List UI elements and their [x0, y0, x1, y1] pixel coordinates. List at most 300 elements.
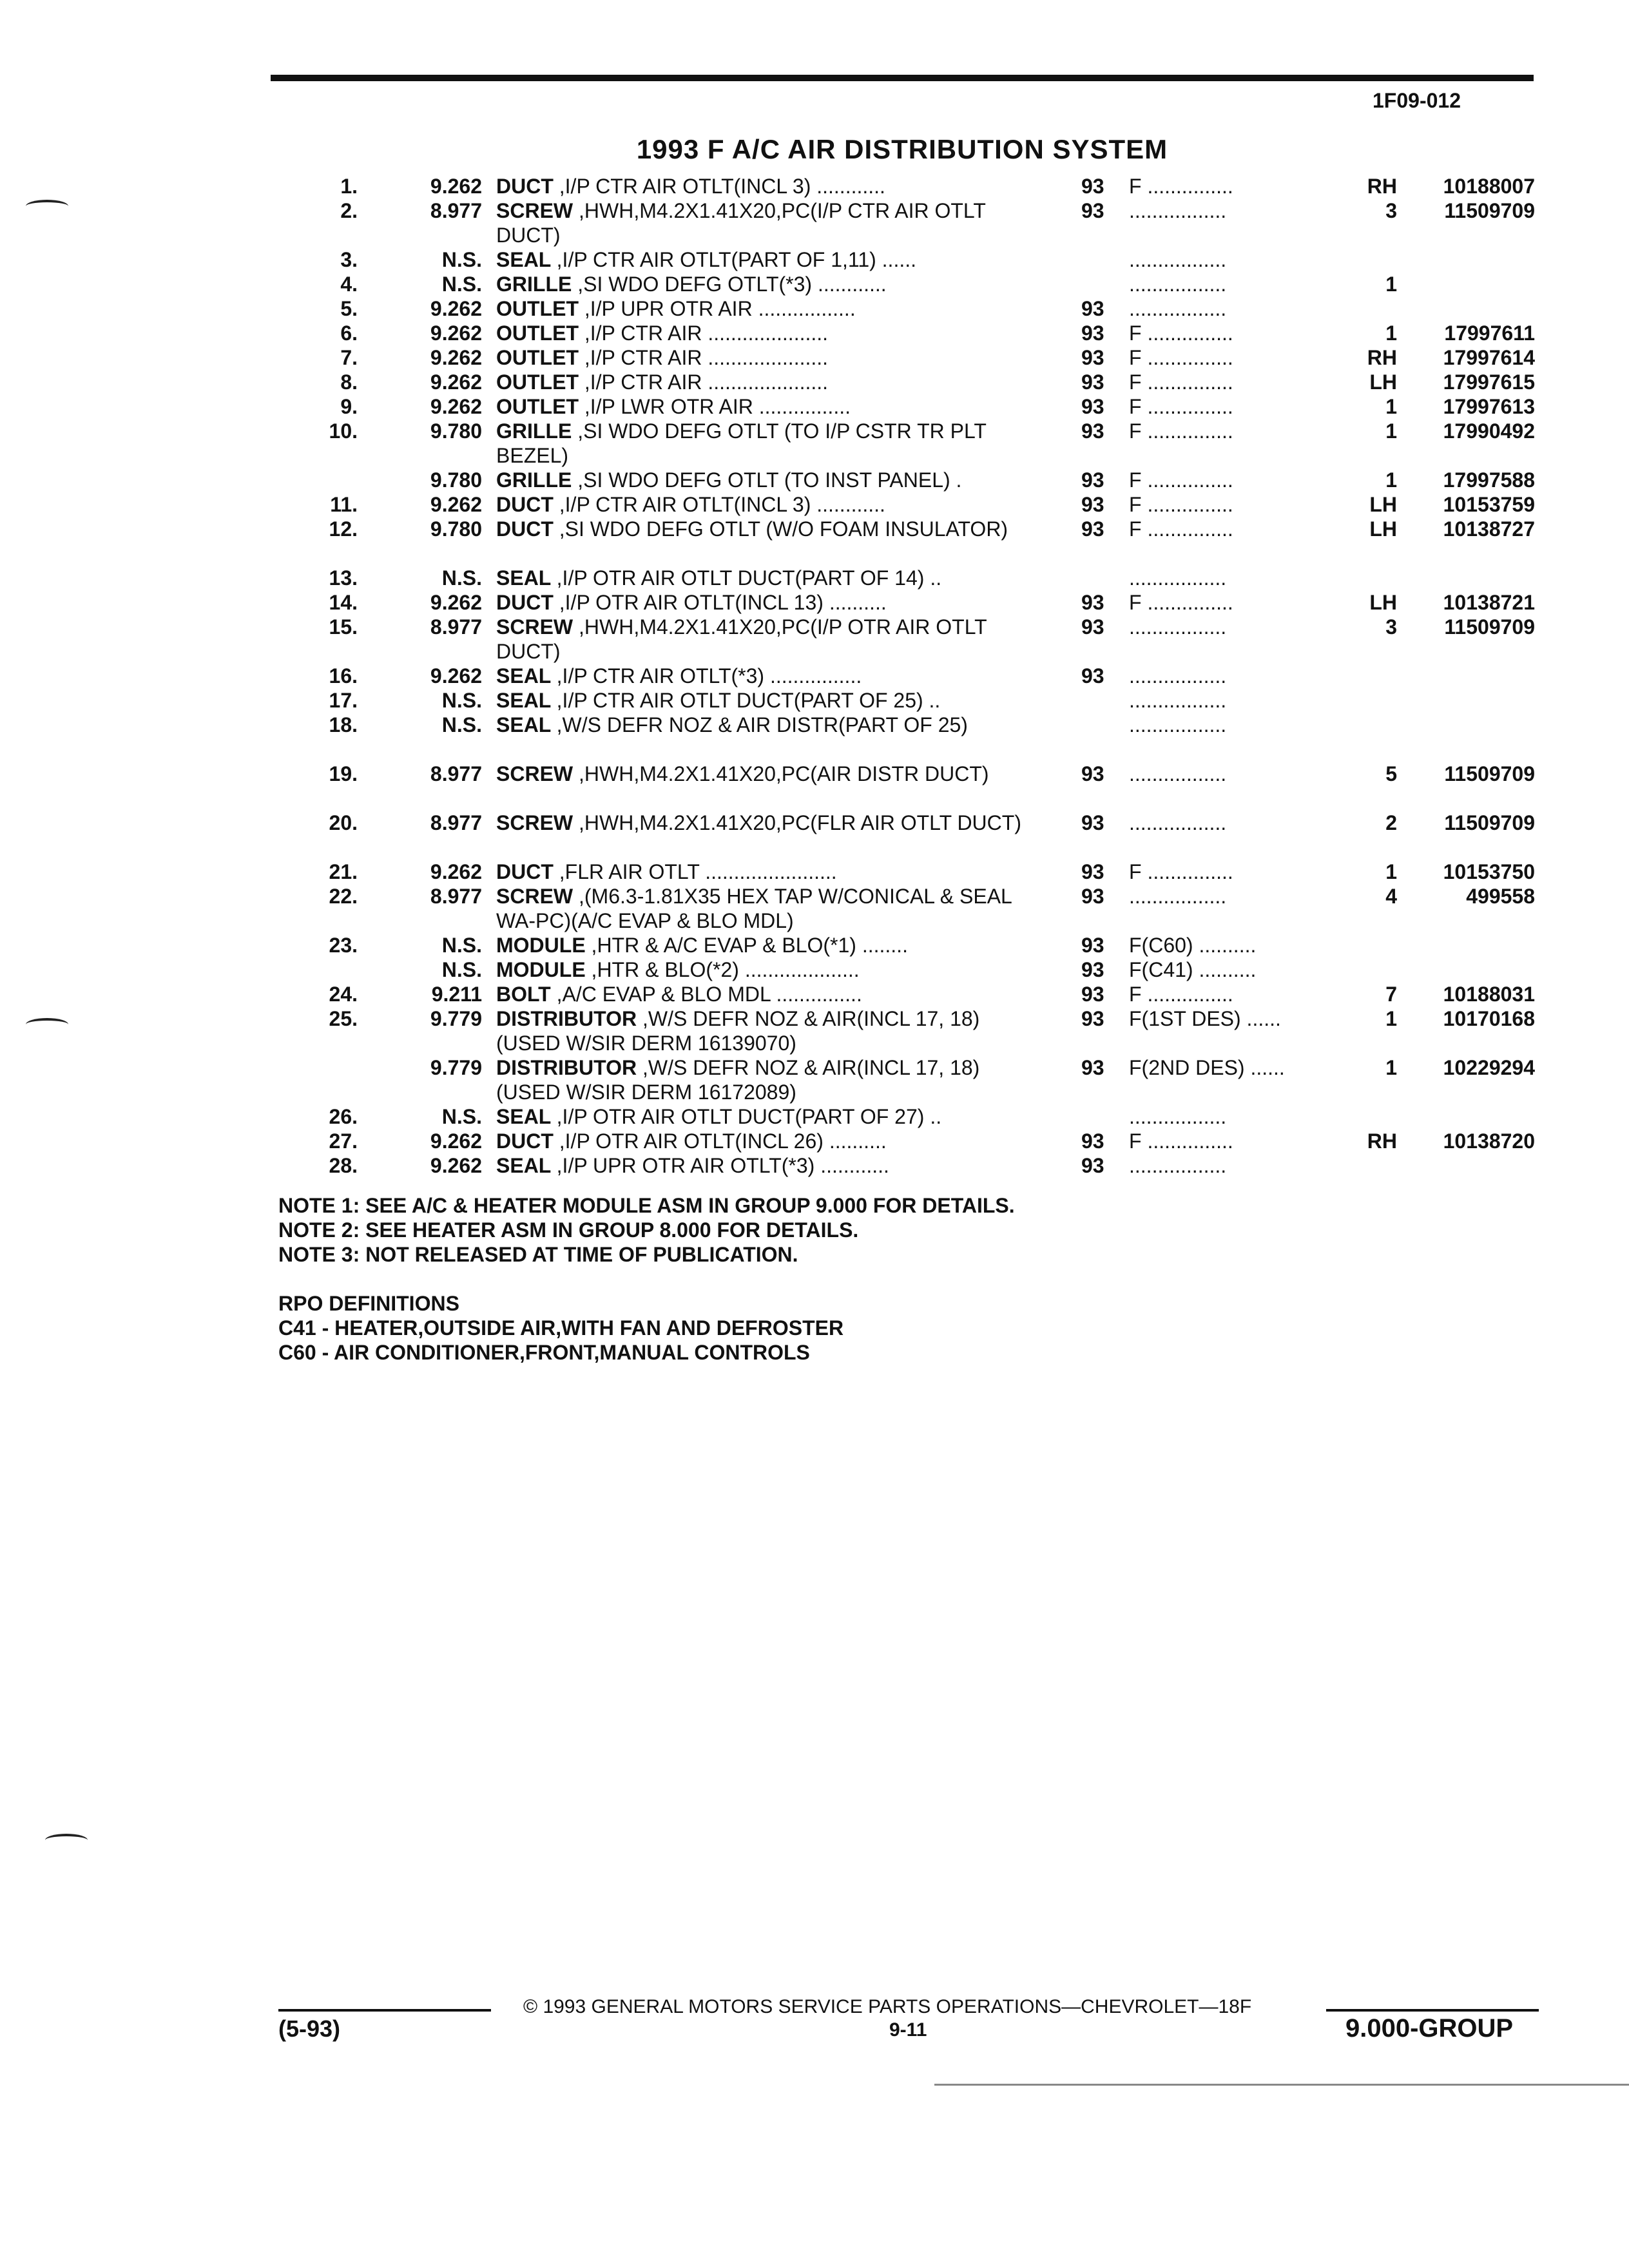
part-detail: ,W/S DEFR NOZ & AIR(INCL 17, 18) (USED W/SIR DERM 16172089) [496, 1056, 980, 1104]
table-row [0, 688, 1629, 713]
page-title: 1993 F A/C AIR DISTRIBUTION SYSTEM [636, 134, 1168, 164]
part-description [496, 957, 1044, 982]
group-number: 9.780 [430, 517, 482, 541]
part-detail: ,I/P CTR AIR OTLT(INCL 3) ............ [559, 493, 885, 516]
group-number: N.S. [441, 713, 482, 736]
item-number: 27. [329, 1129, 358, 1153]
quantity: LH [1369, 591, 1397, 614]
series: ................. [1129, 664, 1227, 687]
model-year: 93 [1081, 199, 1104, 222]
item-number: 16. [329, 664, 358, 687]
part-name: SCREW [496, 199, 574, 222]
part-description [496, 198, 1044, 247]
table-row [0, 296, 1629, 321]
quantity: 1 [1385, 419, 1397, 443]
note-line: NOTE 1: SEE A/C & HEATER MODULE ASM IN GROUP 9.000 FOR DETAILS. [278, 1194, 1015, 1217]
model-year: 93 [1081, 517, 1104, 541]
part-description [496, 1129, 1044, 1153]
part-name: SCREW [496, 885, 574, 908]
part-detail: ,I/P UPR OTR AIR OTLT(*3) ............ [556, 1154, 889, 1177]
quantity: 4 [1385, 885, 1397, 908]
quantity: 1 [1385, 395, 1397, 418]
item-number: 17. [329, 689, 358, 712]
quantity: 3 [1385, 615, 1397, 639]
group-number: 9.262 [430, 175, 482, 198]
table-row [0, 174, 1629, 198]
part-name: SEAL [496, 1105, 551, 1128]
part-name: DUCT [496, 175, 554, 198]
group-number: 9.779 [430, 1007, 482, 1030]
table-row [0, 345, 1629, 370]
model-year: 93 [1081, 468, 1104, 492]
part-number: 10188031 [1443, 983, 1535, 1006]
part-description [496, 811, 1044, 835]
series: F(C60) .......... [1129, 934, 1257, 957]
part-detail: ,SI WDO DEFG OTLT (TO INST PANEL) . [577, 468, 962, 492]
model-year: 93 [1081, 591, 1104, 614]
quantity: 1 [1385, 322, 1397, 345]
footer-page-number: 9-11 [889, 2019, 927, 2041]
part-number: 499558 [1466, 885, 1535, 908]
part-detail: ,I/P CTR AIR OTLT DUCT(PART OF 25) .. [556, 689, 941, 712]
part-detail: ,I/P OTR AIR OTLT(INCL 26) .......... [559, 1129, 887, 1153]
series: ................. [1129, 689, 1227, 712]
table-row [0, 884, 1629, 933]
group-number: 9.262 [430, 370, 482, 394]
part-description [496, 860, 1044, 884]
part-name: SEAL [496, 689, 551, 712]
series: ................. [1129, 566, 1227, 590]
part-detail: ,I/P CTR AIR ..................... [584, 322, 829, 345]
quantity: 2 [1385, 811, 1397, 834]
table-row [0, 419, 1629, 468]
part-description [496, 174, 1044, 198]
table-row [0, 468, 1629, 492]
item-number: 9. [340, 395, 358, 418]
series: F ............... [1129, 395, 1233, 418]
part-name: SCREW [496, 615, 574, 639]
part-name: DUCT [496, 493, 554, 516]
part-name: DUCT [496, 591, 554, 614]
series: ................. [1129, 885, 1227, 908]
item-number: 14. [329, 591, 358, 614]
part-description [496, 933, 1044, 957]
quantity: 1 [1385, 1056, 1397, 1079]
model-year: 93 [1081, 175, 1104, 198]
part-number: 11509709 [1444, 811, 1535, 834]
item-number: 6. [340, 322, 358, 345]
model-year: 93 [1081, 297, 1104, 320]
part-number: 11509709 [1444, 615, 1535, 639]
part-description [496, 321, 1044, 345]
quantity: 1 [1385, 273, 1397, 296]
rpo-definitions [278, 1291, 843, 1365]
part-description [496, 664, 1044, 688]
item-number: 12. [329, 517, 358, 541]
part-number: 11509709 [1444, 199, 1535, 222]
table-row [0, 321, 1629, 345]
quantity: RH [1367, 175, 1397, 198]
part-detail: ,SI WDO DEFG OTLT(*3) ............ [577, 273, 887, 296]
group-number: N.S. [441, 1105, 482, 1128]
part-detail: ,W/S DEFR NOZ & AIR DISTR(PART OF 25) [556, 713, 968, 736]
group-number: 9.262 [430, 860, 482, 883]
footer-group: 9.000-GROUP [1345, 2014, 1514, 2042]
model-year: 93 [1081, 1154, 1104, 1177]
table-row [0, 198, 1629, 247]
part-number: 17997614 [1443, 346, 1535, 369]
part-name: SEAL [496, 248, 551, 271]
part-detail: ,I/P OTR AIR OTLT(INCL 13) .......... [559, 591, 887, 614]
group-number: 9.780 [430, 468, 482, 492]
part-number: 10153750 [1443, 860, 1535, 883]
part-number: 10170168 [1443, 1007, 1535, 1030]
part-description [496, 982, 1044, 1006]
quantity: 1 [1385, 468, 1397, 492]
part-description [496, 615, 1044, 664]
series: F ............... [1129, 493, 1233, 516]
table-row [0, 957, 1629, 982]
part-detail: ,SI WDO DEFG OTLT (TO I/P CSTR TR PLT BEZEL) [496, 419, 987, 467]
quantity: LH [1369, 493, 1397, 516]
model-year: 93 [1081, 762, 1104, 785]
group-number: 9.262 [430, 322, 482, 345]
part-description [496, 345, 1044, 370]
quantity: RH [1367, 1129, 1397, 1153]
model-year: 93 [1081, 322, 1104, 345]
part-name: MODULE [496, 934, 586, 957]
part-name: DUCT [496, 1129, 554, 1153]
item-number: 21. [329, 860, 358, 883]
quantity: LH [1369, 517, 1397, 541]
group-number: N.S. [441, 566, 482, 590]
series: ................. [1129, 615, 1227, 639]
item-number: 5. [340, 297, 358, 320]
part-number: 17997613 [1443, 395, 1535, 418]
series: ................. [1129, 1105, 1227, 1128]
table-row [0, 713, 1629, 762]
model-year: 93 [1081, 983, 1104, 1006]
table-row [0, 933, 1629, 957]
group-number: 9.262 [430, 395, 482, 418]
part-description [496, 713, 1044, 737]
group-number: 8.977 [430, 885, 482, 908]
part-number: 10153759 [1443, 493, 1535, 516]
part-detail: ,I/P CTR AIR ..................... [584, 370, 829, 394]
model-year: 93 [1081, 395, 1104, 418]
table-row [0, 492, 1629, 517]
part-number: 17997615 [1443, 370, 1535, 394]
model-year: 93 [1081, 1007, 1104, 1030]
table-row [0, 982, 1629, 1006]
group-number: 9.780 [430, 419, 482, 443]
notes [278, 1193, 1015, 1267]
part-name: OUTLET [496, 370, 579, 394]
item-number: 24. [329, 983, 358, 1006]
item-number: 25. [329, 1007, 358, 1030]
part-description [496, 688, 1044, 713]
table-row [0, 517, 1629, 566]
part-name: BOLT [496, 983, 551, 1006]
table-row [0, 1153, 1629, 1178]
series: F(C41) .......... [1129, 958, 1257, 981]
note-line: NOTE 2: SEE HEATER ASM IN GROUP 8.000 FOR DETAILS. [278, 1218, 859, 1242]
model-year: 93 [1081, 885, 1104, 908]
series: F ............... [1129, 517, 1233, 541]
part-number: 10138720 [1443, 1129, 1535, 1153]
group-number: N.S. [441, 273, 482, 296]
table-row [0, 370, 1629, 394]
model-year: 93 [1081, 811, 1104, 834]
group-number: 9.262 [430, 664, 482, 687]
part-name: OUTLET [496, 322, 579, 345]
part-description [496, 566, 1044, 590]
quantity: 1 [1385, 860, 1397, 883]
part-name: GRILLE [496, 468, 572, 492]
part-number: 10138727 [1443, 517, 1535, 541]
table-row [0, 1129, 1629, 1153]
group-number: 9.262 [430, 1154, 482, 1177]
group-number: 8.977 [430, 762, 482, 785]
part-name: SCREW [496, 762, 574, 785]
part-number: 11509709 [1444, 762, 1535, 785]
part-description [496, 1055, 1044, 1104]
group-number: 8.977 [430, 811, 482, 834]
part-name: GRILLE [496, 273, 572, 296]
group-number: N.S. [441, 934, 482, 957]
quantity: RH [1367, 346, 1397, 369]
table-row [0, 860, 1629, 884]
item-number: 4. [340, 273, 358, 296]
model-year: 93 [1081, 1056, 1104, 1079]
part-detail: ,A/C EVAP & BLO MDL ............... [556, 983, 862, 1006]
series: ................. [1129, 1154, 1227, 1177]
item-number: 13. [329, 566, 358, 590]
part-name: OUTLET [496, 297, 579, 320]
part-detail: ,I/P CTR AIR OTLT(*3) ................ [556, 664, 862, 687]
part-description [496, 1104, 1044, 1129]
page-id: 1F09-012 [1373, 89, 1461, 112]
part-name: SEAL [496, 1154, 551, 1177]
group-number: 9.262 [430, 493, 482, 516]
table-row [0, 247, 1629, 272]
part-detail: ,HWH,M4.2X1.41X20,PC(AIR DISTR DUCT) [579, 762, 989, 785]
quantity: 3 [1385, 199, 1397, 222]
model-year: 93 [1081, 493, 1104, 516]
series: F ............... [1129, 346, 1233, 369]
table-row [0, 811, 1629, 860]
table-row [0, 566, 1629, 590]
part-description [496, 1153, 1044, 1178]
group-number: 8.977 [430, 615, 482, 639]
margin-mark [45, 1834, 88, 1847]
part-name: MODULE [496, 958, 586, 981]
part-description [496, 272, 1044, 296]
group-number: 9.262 [430, 1129, 482, 1153]
item-number: 7. [340, 346, 358, 369]
group-number: N.S. [441, 958, 482, 981]
series: F ............... [1129, 468, 1233, 492]
quantity: 5 [1385, 762, 1397, 785]
table-row [0, 762, 1629, 811]
part-description [496, 419, 1044, 468]
group-number: 9.262 [430, 591, 482, 614]
part-description [496, 1006, 1044, 1055]
item-number: 10. [329, 419, 358, 443]
series: F ............... [1129, 1129, 1233, 1153]
item-number: 23. [329, 934, 358, 957]
part-detail: ,I/P CTR AIR OTLT(PART OF 1,11) ...... [556, 248, 916, 271]
item-number: 11. [330, 493, 358, 516]
part-description [496, 762, 1044, 786]
item-number: 1. [340, 175, 358, 198]
item-number: 20. [329, 811, 358, 834]
series: F ............... [1129, 175, 1233, 198]
item-number: 18. [329, 713, 358, 736]
model-year: 93 [1081, 346, 1104, 369]
table-row [0, 1104, 1629, 1129]
part-detail: ,(M6.3-1.81X35 HEX TAP W/CONICAL & SEAL WA-PC)(A/C EVAP & BLO MDL) [496, 885, 1012, 932]
table-row [0, 272, 1629, 296]
table-row [0, 590, 1629, 615]
part-number: 10229294 [1443, 1056, 1535, 1079]
part-description [496, 517, 1044, 541]
part-detail: ,HWH,M4.2X1.41X20,PC(FLR AIR OTLT DUCT) [579, 811, 1021, 834]
part-description [496, 247, 1044, 272]
model-year: 93 [1081, 1129, 1104, 1153]
quantity: LH [1369, 370, 1397, 394]
series: F ............... [1129, 419, 1233, 443]
item-number: 3. [340, 248, 358, 271]
quantity: 1 [1385, 1007, 1397, 1030]
series: F ............... [1129, 983, 1233, 1006]
series: ................. [1129, 762, 1227, 785]
model-year: 93 [1081, 934, 1104, 957]
part-number: 10188007 [1443, 175, 1535, 198]
series: ................. [1129, 199, 1227, 222]
part-number: 17997611 [1444, 322, 1535, 345]
part-name: DISTRIBUTOR [496, 1056, 637, 1079]
series: ................. [1129, 811, 1227, 834]
model-year: 93 [1081, 615, 1104, 639]
part-description [496, 492, 1044, 517]
model-year: 93 [1081, 958, 1104, 981]
part-detail: ,W/S DEFR NOZ & AIR(INCL 17, 18) (USED W/SIR DERM 16139070) [496, 1007, 980, 1055]
part-detail: ,HTR & A/C EVAP & BLO(*1) ........ [591, 934, 908, 957]
group-number: 8.977 [430, 199, 482, 222]
part-detail: ,HTR & BLO(*2) .................... [591, 958, 860, 981]
quantity: 7 [1385, 983, 1397, 1006]
series: F ............... [1129, 591, 1233, 614]
part-description [496, 370, 1044, 394]
part-number: 17990492 [1443, 419, 1535, 443]
part-description [496, 394, 1044, 419]
footer-copyright: © 1993 GENERAL MOTORS SERVICE PARTS OPERATIONS—CHEVROLET—18F [523, 1996, 1252, 2017]
part-detail: ,I/P OTR AIR OTLT DUCT(PART OF 14) .. [556, 566, 942, 590]
model-year: 93 [1081, 860, 1104, 883]
table-row [0, 664, 1629, 688]
item-number: 8. [340, 370, 358, 394]
series: F ............... [1129, 860, 1233, 883]
item-number: 19. [329, 762, 358, 785]
group-number: 9.211 [431, 983, 482, 1006]
part-name: GRILLE [496, 419, 572, 443]
part-detail: ,SI WDO DEFG OTLT (W/O FOAM INSULATOR) [559, 517, 1008, 541]
table-row [0, 1055, 1629, 1104]
part-name: DISTRIBUTOR [496, 1007, 637, 1030]
parts-list [0, 174, 1629, 1178]
part-detail: ,I/P CTR AIR OTLT(INCL 3) ............ [559, 175, 885, 198]
model-year: 93 [1081, 370, 1104, 394]
part-name: OUTLET [496, 395, 579, 418]
item-number: 28. [329, 1154, 358, 1177]
series: ................. [1129, 248, 1227, 271]
group-number: 9.779 [430, 1056, 482, 1079]
part-name: SCREW [496, 811, 574, 834]
part-name: DUCT [496, 860, 554, 883]
model-year: 93 [1081, 419, 1104, 443]
part-name: SEAL [496, 713, 551, 736]
series: ................. [1129, 713, 1227, 736]
part-detail: ,HWH,M4.2X1.41X20,PC(I/P OTR AIR OTLT DUCT) [496, 615, 987, 663]
item-number: 26. [329, 1105, 358, 1128]
series: F(2ND DES) ...... [1129, 1056, 1285, 1079]
part-detail: ,I/P OTR AIR OTLT DUCT(PART OF 27) .. [556, 1105, 942, 1128]
part-detail: ,I/P UPR OTR AIR ................. [584, 297, 856, 320]
group-number: 9.262 [430, 297, 482, 320]
table-row [0, 394, 1629, 419]
part-name: SEAL [496, 566, 551, 590]
rpo-item: C60 - AIR CONDITIONER,FRONT,MANUAL CONTROLS [278, 1341, 810, 1364]
part-name: DUCT [496, 517, 554, 541]
part-name: SEAL [496, 664, 551, 687]
rpo-heading: RPO DEFINITIONS [278, 1292, 459, 1315]
part-description [496, 590, 1044, 615]
part-number: 17997588 [1443, 468, 1535, 492]
part-detail: ,FLR AIR OTLT ....................... [559, 860, 837, 883]
part-detail: ,HWH,M4.2X1.41X20,PC(I/P CTR AIR OTLT DUCT) [496, 199, 986, 247]
part-detail: ,I/P CTR AIR ..................... [584, 346, 829, 369]
rpo-item: C41 - HEATER,OUTSIDE AIR,WITH FAN AND DEFROSTER [278, 1316, 844, 1340]
table-row [0, 1006, 1629, 1055]
series: ................. [1129, 297, 1227, 320]
footer-date: (5-93) [278, 2015, 341, 2042]
table-row [0, 615, 1629, 664]
series: F ............... [1129, 370, 1233, 394]
group-number: 9.262 [430, 346, 482, 369]
footer-rule-right [1326, 2009, 1539, 2012]
top-rule [271, 75, 1534, 81]
note-line: NOTE 3: NOT RELEASED AT TIME OF PUBLICATION. [278, 1243, 798, 1266]
item-number: 2. [340, 199, 358, 222]
part-description [496, 468, 1044, 492]
series: F ............... [1129, 322, 1233, 345]
item-number: 22. [329, 885, 358, 908]
footer-rule-left [278, 2009, 491, 2012]
part-description [496, 884, 1044, 933]
model-year: 93 [1081, 664, 1104, 687]
group-number: N.S. [441, 248, 482, 271]
part-description [496, 296, 1044, 321]
series: F(1ST DES) ...... [1129, 1007, 1281, 1030]
item-number: 15. [329, 615, 358, 639]
part-detail: ,I/P LWR OTR AIR ................ [584, 395, 851, 418]
series: ................. [1129, 273, 1227, 296]
group-number: N.S. [441, 689, 482, 712]
footer-bottom-rule [934, 2084, 1629, 2086]
part-number: 10138721 [1443, 591, 1535, 614]
part-name: OUTLET [496, 346, 579, 369]
